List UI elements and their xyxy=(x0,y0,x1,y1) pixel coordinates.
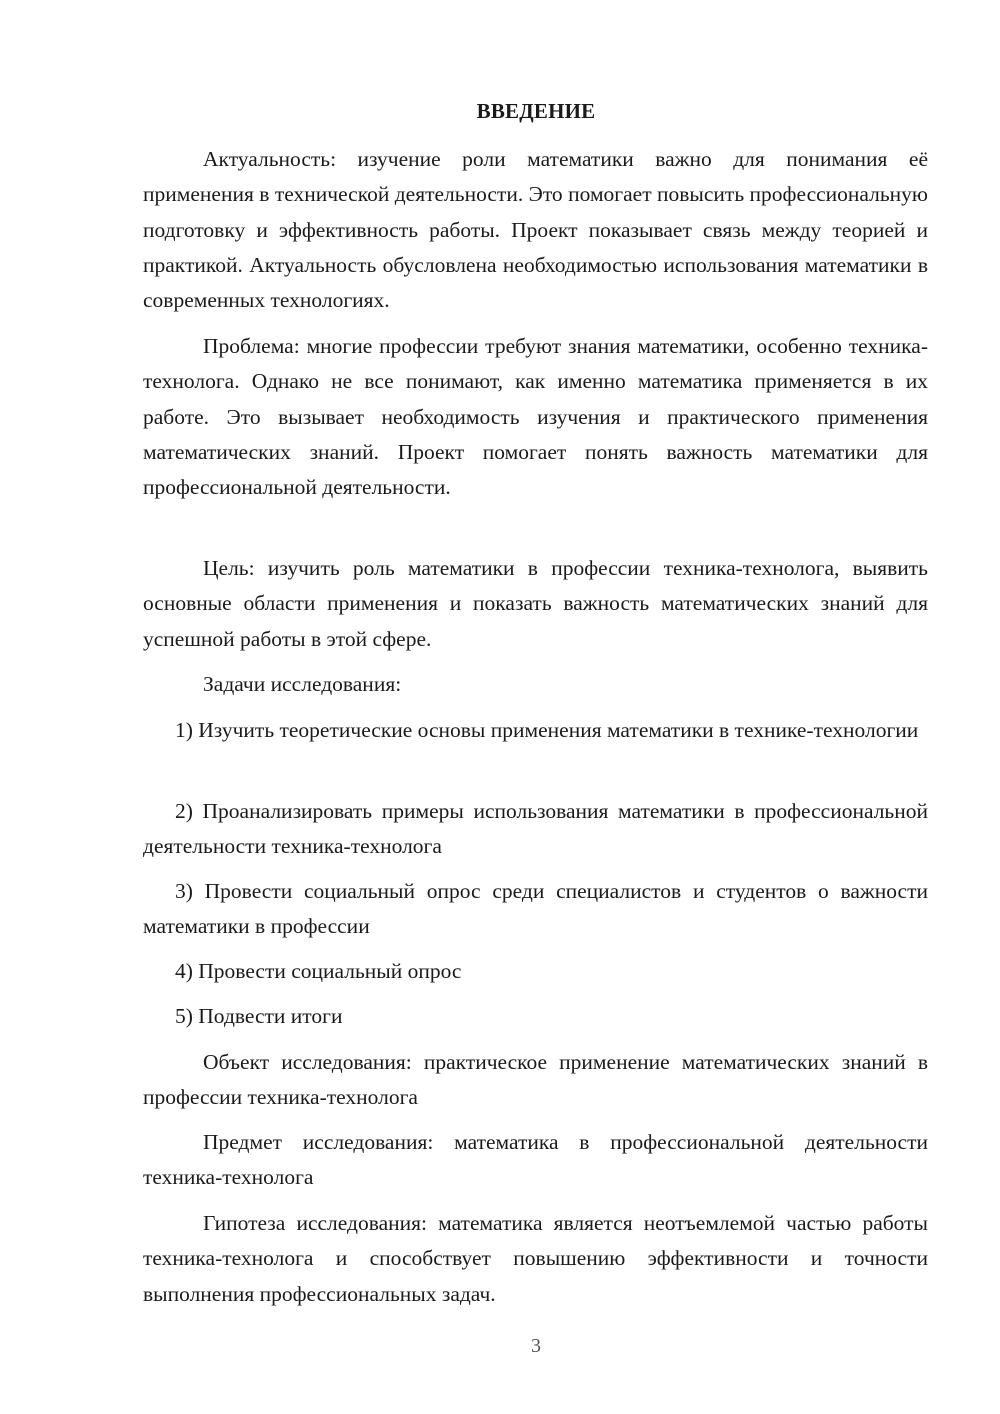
task-item-2: 2) Проанализировать примеры использования математики в профессиональной деятельности техника-технолога xyxy=(143,799,928,859)
goal-paragraph: Цель: изучить роль математики в профессии техника-технолога, выявить основные области применения и показать важность математических знаний для успешной работы в этой сфере. xyxy=(143,556,928,651)
object-block xyxy=(143,1045,928,1116)
relevance-block xyxy=(143,142,928,318)
task-item-5: 5) Подвести итоги xyxy=(175,1004,343,1028)
object-paragraph: Объект исследования: практическое применение математических знаний в профессии техника-технолога xyxy=(143,1050,928,1110)
task-item-5-block xyxy=(143,999,928,1034)
task-item-1-block xyxy=(143,713,928,748)
page-number: 3 xyxy=(531,1335,541,1357)
hypothesis-block xyxy=(143,1206,928,1312)
tasks-heading-block xyxy=(143,667,928,702)
task-item-2-block xyxy=(143,794,928,865)
subject-block xyxy=(143,1125,928,1196)
task-item-1: 1) Изучить теоретические основы применения математики в технике-технологии xyxy=(175,718,919,742)
hypothesis-paragraph: Гипотеза исследования: математика является неотъемлемой частью работы техника-технолога и способствует повышению эффективности и точности выполнения профессиональных задач. xyxy=(143,1211,928,1306)
task-item-4: 4) Провести социальный опрос xyxy=(175,959,462,983)
problem-paragraph: Проблема: многие профессии требуют знания математики, особенно техника-технолога. Однако не все понимают, как именно математика применяется в их работе. Это вызывает необходимость изучения и практического применения математических знаний. Проект помогает понять важность математики для профессиональной деятельности. xyxy=(143,334,928,500)
goal-block xyxy=(143,551,928,657)
page-title: ВВЕДЕНИЕ xyxy=(476,99,596,123)
task-item-3-block xyxy=(143,874,928,945)
relevance-paragraph: Актуальность: изучение роли математики важно для понимания её применения в технической деятельности. Это помогает повысить профессиональную подготовку и эффективность работы. Проект показывает связь между теорией и практикой. Актуальность обусловлена необходимостью использования математики в современных технологиях. xyxy=(143,147,928,313)
task-item-3: 3) Провести социальный опрос среди специалистов и студентов о важности математики в профессии xyxy=(143,879,928,939)
task-item-4-block xyxy=(143,954,928,989)
subject-paragraph: Предмет исследования: математика в профессиональной деятельности техника-технолога xyxy=(143,1130,928,1190)
problem-block xyxy=(143,329,928,505)
tasks-heading: Задачи исследования: xyxy=(203,672,402,696)
